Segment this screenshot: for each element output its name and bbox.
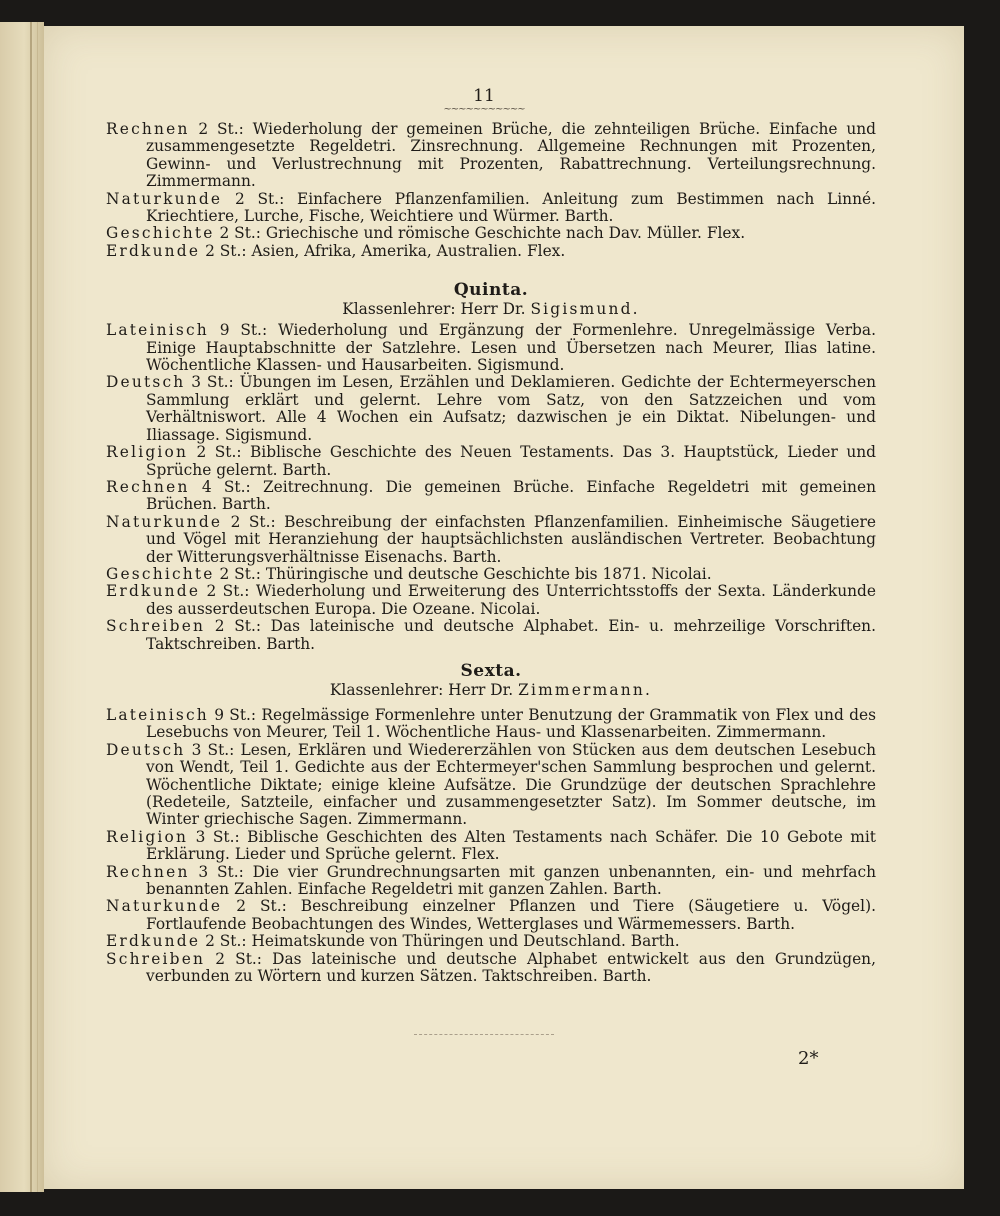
subject-text: 2 St.: Griechische und römische Geschichte nach Dav. Müller. Flex. — [219, 224, 746, 243]
subject-text: 2 St.: Biblische Geschichte des Neuen Testaments. Das 3. Hauptstück, Lieder und Sprüche gelernt. Barth. — [146, 443, 876, 479]
closing-ornament-rule — [414, 1034, 554, 1038]
section-title: Sexta. — [460, 660, 522, 681]
subject-name: Rechnen — [106, 120, 190, 138]
sexta-section — [106, 661, 876, 986]
subject-text: 2 St.: Wiederholung der gemeinen Brüche, die zehnteiligen Brüche. Einfache und zusammengesetzte Regeldetri. Zinsrechnung. Allgemeine Rechnungen mit Prozenten, Gewinn- und Verlustrechnung mit Prozenten, Rabattrechnung. Verteilungsrechnung. Zimmermann. — [146, 120, 876, 191]
subject-name: Religion — [106, 443, 189, 462]
subject-entry — [106, 479, 876, 514]
subject-text: 2 St.: Einfachere Pflanzenfamilien. Anleitung zum Bestimmen nach Linné. Kriechtiere, Lurche, Fische, Weichtiere und Würmer. Barth. — [146, 189, 876, 226]
document-body — [106, 121, 876, 985]
page-number-block — [44, 86, 924, 114]
subject-name: Geschichte — [106, 564, 215, 583]
subject-entry — [106, 898, 876, 933]
subject-entry — [106, 829, 876, 864]
binding-line — [37, 22, 38, 1192]
subject-name: Naturkunde — [106, 897, 223, 916]
document-page — [44, 26, 964, 1189]
subject-entry — [106, 374, 876, 444]
signature-mark: 2* — [798, 1048, 819, 1069]
subject-name: Religion — [106, 827, 189, 846]
page-number-ornament: ~~~~~~~~~~~ — [443, 104, 525, 115]
subject-name: Naturkunde — [106, 189, 223, 208]
subject-name: Schreiben — [106, 949, 206, 968]
facing-page-edge — [0, 22, 44, 1192]
subject-entry — [106, 951, 876, 986]
teacher-name: Sigismund. — [530, 300, 640, 319]
subject-text: 4 St.: Zeitrechnung. Die gemeinen Brüche. Einfache Regeldetri mit gemeinen Brüchen. Barth. — [146, 477, 876, 514]
subject-entry — [106, 191, 876, 226]
subject-name: Deutsch — [106, 373, 186, 392]
subject-name: Erdkunde — [106, 932, 201, 951]
subject-name: Naturkunde — [106, 512, 223, 531]
teacher-prefix: Klassenlehrer: Herr Dr. — [342, 300, 526, 319]
subject-name: Deutsch — [106, 740, 186, 759]
subject-entry — [106, 514, 876, 566]
subject-text: 3 St.: Biblische Geschichten des Alten Testaments nach Schäfer. Die 10 Gebote mit Erklärung. Lieder und Sprüche gelernt. Flex. — [146, 827, 876, 864]
subject-name: Schreiben — [106, 617, 206, 636]
subject-text: 3 St.: Übungen im Lesen, Erzählen und Deklamieren. Gedichte der Echtermeyerschen Sammlung erklärt und gelernt. Lehre vom Satz, von den Satzzeichen und vom Verhältniswort. Alle 4 Wochen ein Aufsatz; dazwischen je ein Diktat. Nibelungen- und Iliassage. Sigismund. — [146, 373, 876, 444]
subject-entry — [106, 121, 876, 191]
subject-text: 2 St.: Heimatskunde von Thüringen und Deutschland. Barth. — [205, 932, 680, 951]
subject-entry — [106, 566, 876, 583]
subject-text: 2 St.: Wiederholung und Erweiterung des Unterrichtsstoffs der Sexta. Länderkunde des ausserdeutschen Europa. Die Ozeane. Nicolai. — [146, 582, 876, 618]
subject-text: 3 St.: Die vier Grundrechnungsarten mit ganzen unbenannten, ein- und mehrfach benannten Zahlen. Einfache Regeldetri mit ganzen Zahlen. Barth. — [146, 862, 876, 899]
subject-entry — [106, 618, 876, 653]
subject-entry — [106, 583, 876, 618]
page-number: 11 — [473, 86, 495, 106]
teacher-prefix: Klassenlehrer: Herr Dr. — [329, 680, 514, 699]
subject-text: 2 St.: Das lateinische und deutsche Alphabet. Ein- u. mehrzeilige Vorschriften. Taktschreiben. Barth. — [146, 617, 876, 653]
subject-entry — [106, 225, 876, 242]
quarta-continuation — [106, 121, 876, 260]
quinta-section — [106, 280, 876, 653]
class-teacher — [106, 681, 876, 699]
subject-text: 9 St.: Regelmässige Formenlehre unter Benutzung der Grammatik von Flex und des Lesebuchs von Meurer, Teil 1. Wöchentliche Haus- und Klassenarbeiten. Zimmermann. — [146, 705, 876, 742]
subject-name: Geschichte — [106, 224, 215, 243]
subject-text: 2 St.: Beschreibung einzelner Pflanzen und Tiere (Säugetiere u. Vögel). Fortlaufende Beobachtungen des Windes, Wetterglases und Wärmemessers. Barth. — [146, 897, 876, 933]
subject-entry — [106, 243, 876, 260]
subject-text: 3 St.: Lesen, Erklären und Wiedererzählen von Stücken aus dem deutschen Lesebuch von Wendt, Teil 1. Gedichte aus der Echtermeyer'schen Sammlung besprochen und gelernt. Wöchentliche Diktate; einige kleine Aufsätze. Die Grundzüge der deutschen Sprachlehre (Redeteile, Satzteile, einfacher und zusammengesetzter Satz). Im Sommer deutsche, im Winter griechische Sagen. Zimmermann. — [146, 740, 876, 829]
subject-text: 9 St.: Wiederholung und Ergänzung der Formenlehre. Unregelmässige Verba. Einige Hauptabschnitte der Satzlehre. Lesen und Übersetzen nach Meurer, Ilias latine. Wöchentliche Klassen- und Hausarbeiten. Sigismund. — [146, 321, 876, 375]
subject-text: 2 St.: Beschreibung der einfachsten Pflanzenfamilien. Einheimische Säugetiere und Vögel mit Heranziehung der hauptsächlichsten ausländischen Vertreter. Beobachtung der Witterungsverhältnisse Eisenachs. Barth. — [146, 512, 876, 566]
section-title: Quinta. — [453, 280, 529, 301]
subject-name: Rechnen — [106, 477, 190, 496]
subject-entry — [106, 444, 876, 479]
teacher-name: Zimmermann. — [518, 680, 653, 699]
subject-text: 2 St.: Das lateinische und deutsche Alphabet entwickelt aus den Grundzügen, verbunden zu Wörtern und kurzen Sätzen. Taktschreiben. Barth. — [146, 949, 876, 986]
class-teacher — [106, 300, 876, 318]
subject-entry — [106, 707, 876, 742]
subject-name: Rechnen — [106, 862, 190, 881]
subject-name: Erdkunde — [106, 582, 201, 601]
subject-text: 2 St.: Asien, Afrika, Amerika, Australien. Flex. — [205, 241, 566, 260]
subject-name: Lateinisch — [106, 705, 209, 724]
binding-line — [30, 22, 32, 1192]
subject-name: Lateinisch — [106, 321, 209, 340]
subject-entry — [106, 742, 876, 829]
subject-name: Erdkunde — [106, 241, 201, 260]
subject-entry — [106, 322, 876, 374]
subject-entry — [106, 864, 876, 899]
subject-text: 2 St.: Thüringische und deutsche Geschichte bis 1871. Nicolai. — [219, 564, 712, 583]
subject-entry — [106, 933, 876, 950]
